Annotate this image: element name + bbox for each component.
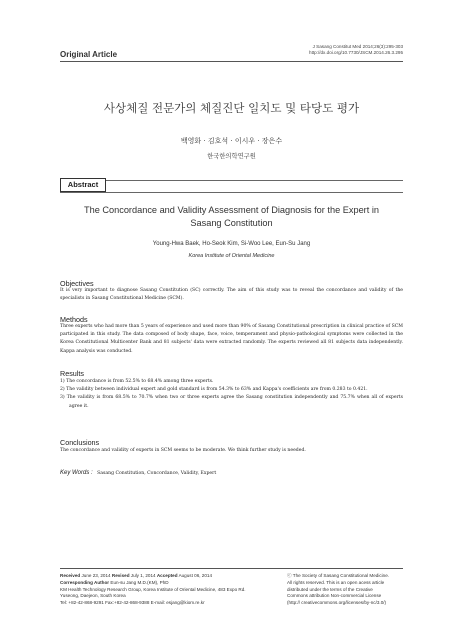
keywords-label: Key Words : (60, 470, 93, 476)
keywords-text: Sasang Constitution, Concordance, Validity, Expert (97, 471, 217, 476)
title-english-line: The Concordance and Validity Assessment of Diagnosis for the Expert in (83, 205, 379, 215)
title-english-line: Sasang Constitution (190, 218, 273, 228)
methods-text: Three experts who had more than 5 years of experience and used more than 90% of Sasang Constitutional prescription in clinical practice of SCM participated in this study. The data composed of body shape, face, voice, temperament and physio-pathological symptoms were collected in the Korea Constitutional Multicenter Bank and 81 subjects' data were extracted randomly. The experts reviewed all 81 subjects data independently. Kappa analysis was conducted. (60, 324, 403, 354)
doi-link[interactable]: http://dx.doi.org/10.7730/JSCM.2014.26.3.295 (309, 50, 403, 55)
authors-korean: 백영화 · 김호석 · 이시우 · 장은수 (180, 137, 283, 145)
article-history (60, 573, 275, 607)
header-rule (60, 61, 403, 62)
abstract-label: Abstract (60, 178, 106, 192)
title-english (60, 204, 403, 230)
list-item: 1) The concordance is from 52.5% to 68.4% among three experts. (60, 379, 214, 384)
methods-heading: Methods (60, 315, 88, 324)
affiliation-korean: 한국한의학연구원 (207, 153, 256, 160)
footer-rule (60, 568, 403, 569)
license-line: ⓒ The Society of Sasang Constitutional Medicine. (287, 573, 390, 578)
conclusions-text: The concordance and validity of experts in SCM seems to be moderate. We think further study is needed. (60, 448, 306, 453)
contact-line: Tel: +82-42-868-9291 Fax:+82-42-868-9388 E-mail: esjang@kiom.re.kr (60, 600, 205, 606)
address-line: Yuseong, Daejeon, South Korea (60, 593, 126, 599)
authors-english: Young-Hwa Baek, Ho-Seok Kim, Si-Woo Lee, Eun-Su Jang (152, 241, 311, 247)
accepted-date: August 06, 2014 (178, 573, 213, 578)
license-notice (287, 573, 407, 607)
license-line: All rights reserved. This is an open acess article (287, 579, 385, 585)
results-list (60, 378, 403, 411)
abstract-bar (60, 180, 403, 193)
license-line: Commons attribution Non-commercial License (287, 593, 382, 599)
affiliation-english: Korea Institute of Oriental Medicine (188, 253, 275, 259)
objectives-text: It is very important to diagnose Sasang Constitution (SC) correctly. The aim of this study was to reveal the concordance and validity of the specialists in Sasang Constitutional Medicine (SCM). (60, 288, 403, 302)
list-item: 3) The validity is from 68.5% to 70.7% when two or three experts agree the Sasang constitution independently and 75.7% when all of experts agree it. (60, 395, 403, 409)
revised-date: July 1, 2014 (130, 573, 156, 578)
results-heading: Results (60, 369, 84, 378)
accepted-label: Accepted (156, 573, 178, 578)
journal-line: J Sasang Constitut Med 2014;26(3):295-303 (312, 44, 403, 49)
conclusions-heading: Conclusions (60, 438, 100, 447)
keywords (60, 461, 216, 479)
title-korean: 사상체질 전문가의 체질진단 일치도 및 타당도 평가 (103, 101, 360, 115)
corresponding-line (60, 580, 275, 587)
corresponding-author: Eun-su Jang M.D.(KM), PhD (110, 579, 169, 585)
article-type: Original Article (60, 50, 118, 59)
license-link[interactable]: (http:// creativecommons.org/licenses/by-nc/3.0/) (287, 600, 387, 606)
corresponding-label: Corresponding Author (60, 579, 110, 585)
journal-citation (309, 44, 403, 56)
received-label: Received (60, 573, 81, 578)
address-line: KM Health Technology Research Group, Korea Institute of Oriental Medicine, 483 Expo Rd. (60, 586, 246, 592)
license-line: distributed under the terms of the Creative (287, 586, 373, 592)
dates-line (60, 573, 275, 580)
list-item: 2) The validity between individual expert and gold standard is from 54.3% to 63% and Kappa's coefficients are from 0.283 to 0.421. (60, 387, 368, 393)
objectives-heading: Objectives (60, 279, 94, 288)
received-date: June 23, 2014 (81, 573, 111, 578)
revised-label: Revised (111, 573, 130, 578)
